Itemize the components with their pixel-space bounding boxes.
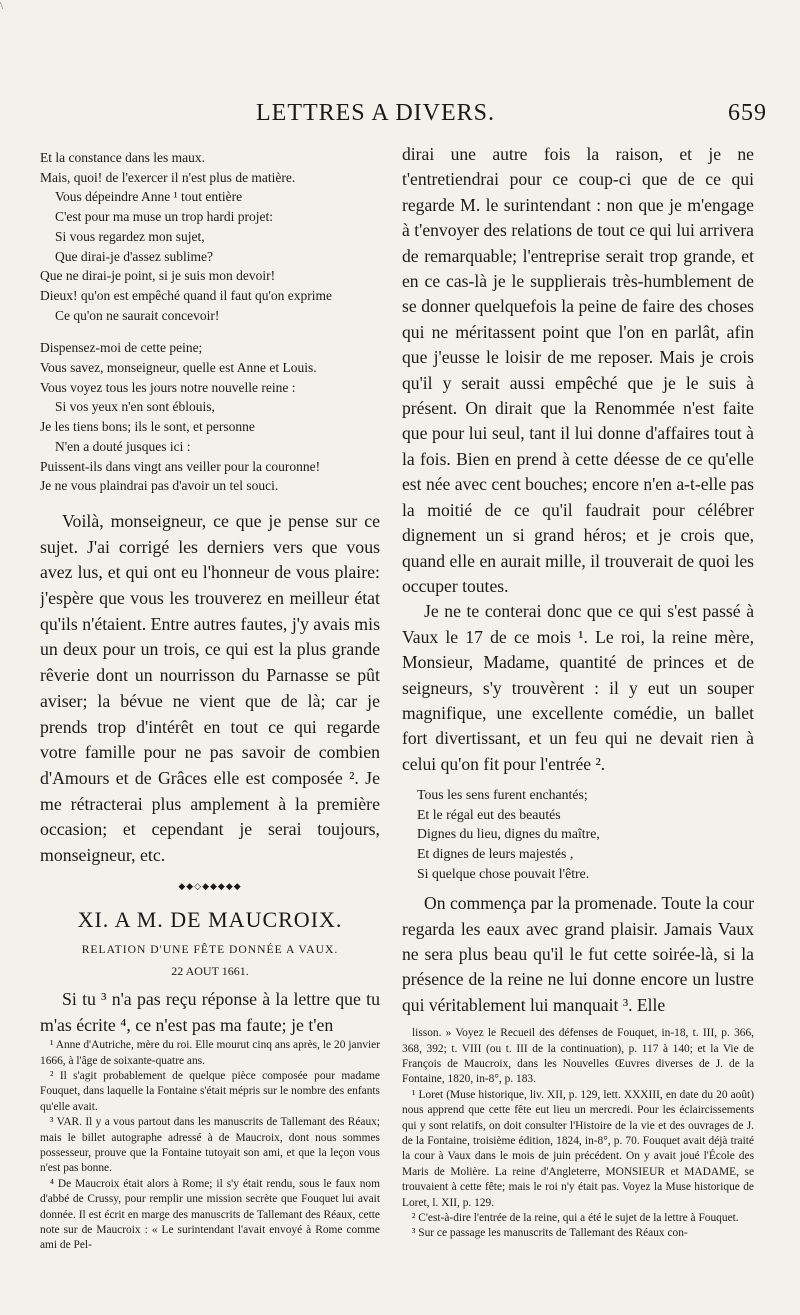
verse-line: Et le régal eut des beautés xyxy=(417,806,561,822)
footnote: ³ VAR. Il y a vous partout dans les manuscrits de Tallemant des Réaux; mais le billet autographe adressé à de Maucroix, dont nous sommes possesseur, prouve que la Fontaine tutoyait son ami, et que la leçon vous n'est pas bonne. xyxy=(40,1116,380,1175)
letter-date: 22 AOUT 1661. xyxy=(171,963,249,978)
body-paragraph: Voilà, monseigneur, ce que je pense sur ce sujet. J'ai corrigé les derniers vers que vous avez lus, et qui ont eu l'honneur de vous plaire: j'espère que vous les trouverez en meilleur état qu'ils n'étaient. Entre autres fautes, j'y avais mis un deux pour un trois, ce qui est la plus grande rêverie dont un nourrisson du Parnasse se pût aviser; la bévue ne vient que de là; car je prends trop d'intérêt en tout ce qui regarde votre famille pour ne pas savoir de combien d'Amours et de Grâces elle est composée ². Je me rétracterai plus amplement à la première occasion; et cependant je serai toujours, monseigneur, etc. xyxy=(40,510,380,866)
footnote: lisson. » Voyez le Recueil des défenses de Fouquet, in-18, t. III, p. 366, 368, 392; t. VIII (ou t. III de la continuation), p. 117 à 140; et la Vie de François de Maucroix, dans les Nouvelles Œuvres diverses de J. de la Fontaine, 1820, in-8°, p. 183. xyxy=(402,1027,754,1086)
chapter-subtitle: RELATION D'UNE FÊTE DONNÉE A VAUX. xyxy=(81,942,339,956)
body-paragraph: On commença par la promenade. Toute la cour regarda les eaux avec grand plaisir. Jamais Vaux ne sera plus beau qu'il le fut cette soirée-là, si la présence de la reine ne lui donne encore un lustre qui véritablement lui manquait ³. Elle xyxy=(402,893,754,1015)
verse-line: Et la constance dans les maux. xyxy=(40,150,205,165)
footnote: ¹ Anne d'Autriche, mère du roi. Elle mourut cinq ans après, le 20 janvier 1666, à l'âge de soixante-quatre ans. xyxy=(40,1039,380,1067)
left-column xyxy=(40,148,380,1254)
right-column xyxy=(402,142,754,1242)
verse-line: Si vos yeux n'en sont éblouis, xyxy=(55,399,215,415)
footnote: ¹ Loret (Muse historique, liv. XII, p. 129, lett. XXXIII, en date du 20 août) nous apprend que cette fête eut lieu un mercredi. Pour les éclaircissements qui y sont relatifs, on doit consulter l'Histoire de la vie et des ouvrages de J. de la Fontaine, troisième édition, 1824, in-8°, p. 70. Fouquet avait déjà traité la cour à Vaux dans le mois de juin précédent. On y avait joué l'École des Maris de Molière. La reine d'Angleterre, MONSIEUR et MADAME, se trouvaient à cette fête; mais le roi n'y était pas. Voyez la Muse historique de Loret, l. XII, p. 129. xyxy=(402,1088,754,1209)
verse-block-2 xyxy=(40,338,380,496)
verse-line: Et dignes de leurs majestés , xyxy=(417,845,574,861)
ornament-divider: ◆◆◇◆◆◆◆◆ xyxy=(178,880,242,891)
footnote: ³ Sur ce passage les manuscrits de Tallemant des Réaux con- xyxy=(412,1227,688,1240)
verse-line: Vous dépeindre Anne ¹ tout entière xyxy=(55,189,243,205)
footnote: ⁴ De Maucroix était alors à Rome; il s'y était rendu, sous le faux nom d'abbé de Crussy, pour remplir une mission secrète que Fouquet lui avait donnée. Il est écrit en marge des manuscrits de Tallemant des Réaux, cette note sur de Maucroix : « Le surintendant l'avait envoyé à Rome comme ami de Pel- xyxy=(40,1177,380,1252)
verse-line: Si quelque chose pouvait l'être. xyxy=(417,865,590,881)
verse-line: Dieux! qu'on est empêché quand il faut qu'on exprime xyxy=(40,287,333,303)
body-paragraph: Je ne te conterai donc que ce qui s'est passé à Vaux le 17 de ce mois ¹. Le roi, la reine mère, Monsieur, Madame, quantité de princes et de seigneurs, s'y trouvèrent : il y eut un souper magnifique, une excellente comédie, un ballet fort divertissant, et un feu qui ne devait rien à celui qu'on fit pour l'entrée ². xyxy=(402,601,754,774)
verse-line: Je ne vous plaindrai pas d'avoir un tel souci. xyxy=(40,478,279,494)
verse-line: Dispensez-moi de cette peine; xyxy=(40,340,203,356)
verse-line: Mais, quoi! de l'exercer il n'est plus de matière. xyxy=(40,169,296,185)
footnote: ² Il s'agit probablement de quelque pièce composée pour madame Fouquet, dans laquelle la Fontaine s'était mépris sur le nombre des enfants qu'elle avait. xyxy=(40,1070,380,1113)
verse-line: Je les tiens bons; ils le sont, et personne xyxy=(40,419,255,435)
corner-mark: \ xyxy=(0,0,4,12)
running-head-title: LETTRES A DIVERS. xyxy=(256,100,496,126)
running-head xyxy=(0,100,800,130)
letter-opening: Si tu ³ n'a pas reçu réponse à la lettre que tu m'as écrite ⁴, ce n'est pas ma faute; je t'en xyxy=(40,988,380,1035)
verse-line: Que ne dirai-je point, si je suis mon devoir! xyxy=(40,268,276,284)
verse-line: Vous voyez tous les jours notre nouvelle reine : xyxy=(40,379,296,395)
verse-line: Si vous regardez mon sujet, xyxy=(55,228,205,244)
verse-line: Ce qu'on ne saurait concevoir! xyxy=(55,307,220,323)
verse-line: Puissent-ils dans vingt ans veiller pour la couronne! xyxy=(40,458,321,474)
footnote: ² C'est-à-dire l'entrée de la reine, qui a été le sujet de la lettre à Fouquet. xyxy=(412,1212,739,1225)
verse-line: N'en a douté jusques ici : xyxy=(55,438,191,454)
verse-block-3 xyxy=(402,785,754,883)
chapter-heading: XI. A M. DE MAUCROIX. xyxy=(77,906,343,932)
verse-block-1 xyxy=(40,148,380,325)
body-paragraph: dirai une autre fois la raison, et je ne t'entretiendrai pour ce coup-ci que de ce qui regarde M. le surintendant : non que je m'engage à t'envoyer des relations de tout ce qui lui arrivera de remarquable; l'entreprise serait trop grande, et en ce cas-là je le supplierais très-humblement de se donner quelquefois la peine de faire des choses qui ne méritassent point que l'on en parlât, afin que j'eusse le loisir de me reposer. Mais je crois qu'il y serait aussi empêché que je le suis à présent. On dirait que la Renommée n'est faite que pour lui seul, tant il lui donne d'affaires tout à la fois. Bien en prend à cette déesse de ce qu'elle est née avec cent bouches; encore n'en a-t-elle pas la moitié de ce qu'il faudrait pour célébrer dignement un si grand héros; et je crois que, quand elle en aurait mille, il trouverait de quoi les occuper toutes. xyxy=(402,144,754,596)
verse-line: Vous savez, monseigneur, quelle est Anne et Louis. xyxy=(40,360,317,376)
verse-line: Dignes du lieu, dignes du maître, xyxy=(417,826,600,842)
page-number: 659 xyxy=(728,100,767,126)
verse-line: Que dirai-je d'assez sublime? xyxy=(55,248,213,264)
verse-line: C'est pour ma muse un trop hardi projet: xyxy=(55,209,274,225)
verse-line: Tous les sens furent enchantés; xyxy=(417,787,588,803)
